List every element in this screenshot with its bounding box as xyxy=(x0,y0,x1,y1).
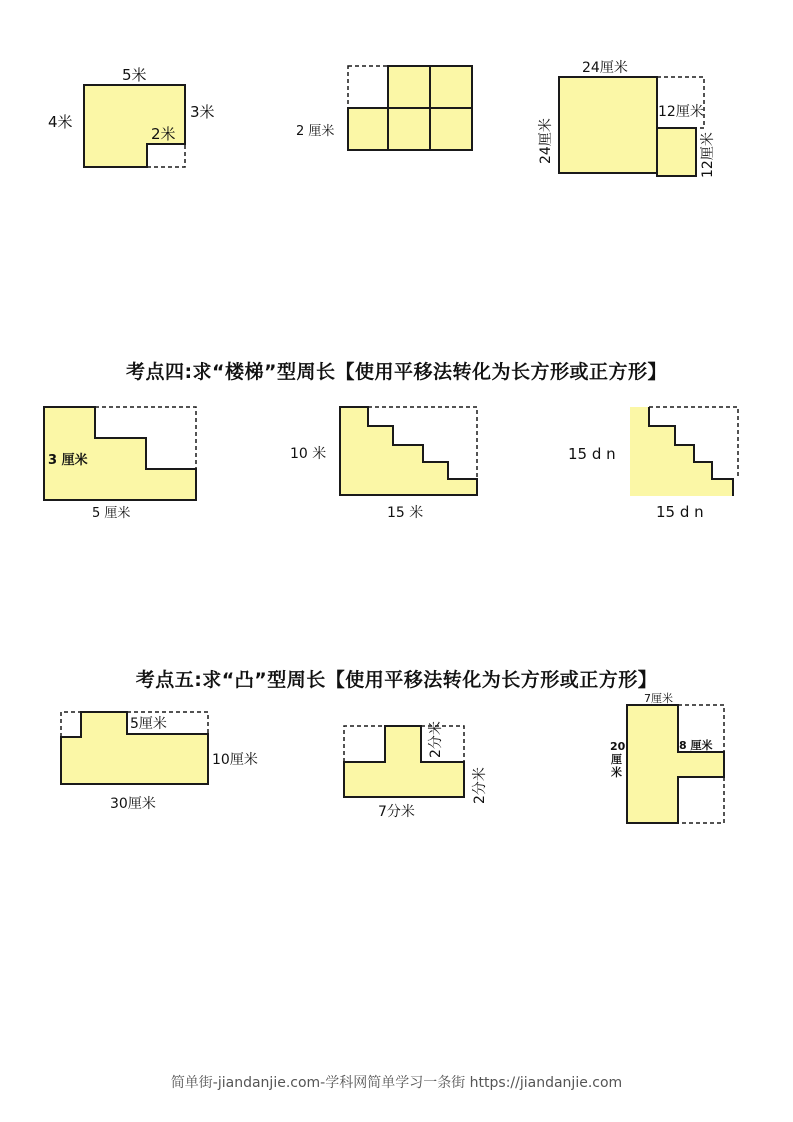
dashed-completion-line xyxy=(147,144,185,167)
label-right: 10厘米 xyxy=(212,752,258,768)
figure-staircase-3-svg xyxy=(560,400,760,525)
convex-shape xyxy=(627,705,724,823)
figure-staircase-2 xyxy=(280,400,490,525)
dashed-completion-line-left xyxy=(344,726,385,762)
figure-staircase-3 xyxy=(560,400,760,525)
label-top: 7厘米 xyxy=(644,692,673,705)
label-height: 3 厘米 xyxy=(48,453,88,468)
label-bottom: 5 厘米 xyxy=(92,506,131,521)
square xyxy=(348,108,388,150)
label-left-line2: 厘 xyxy=(611,753,622,766)
section-heading-convex: 考点五:求“凸”型周长【使用平移法转化为长方形或正方形】 xyxy=(135,669,658,691)
label-left: 15 d n xyxy=(568,445,616,463)
square xyxy=(388,108,430,150)
label-top: 24厘米 xyxy=(582,60,628,76)
figure-convex-2 xyxy=(330,700,520,830)
figure-staircase-1 xyxy=(30,400,230,525)
figure-grid-squares-svg xyxy=(290,60,490,190)
staircase-shape xyxy=(630,407,733,496)
figure-square-step-svg xyxy=(530,50,750,190)
dashed-completion-line xyxy=(657,77,704,128)
label-bottom: 30厘米 xyxy=(110,796,156,812)
figure-grid-squares xyxy=(290,60,490,190)
section-heading-staircase: 考点四:求“楼梯”型周长【使用平移法转化为长方形或正方形】 xyxy=(125,361,668,383)
label-left: 10 米 xyxy=(290,446,327,462)
figure-convex-3 xyxy=(600,692,750,830)
square xyxy=(430,66,472,108)
figure-corner-notch-svg xyxy=(40,60,240,190)
figure-staircase-1-svg xyxy=(30,400,230,525)
figure-convex-3-svg xyxy=(600,692,750,830)
figure-convex-1 xyxy=(50,700,280,820)
label-bottom: 7分米 xyxy=(378,804,415,820)
dashed-completion-line-bottom xyxy=(678,777,724,823)
convex-shape xyxy=(344,726,464,797)
figure-convex-2-svg xyxy=(330,700,520,830)
label-right: 2分米 xyxy=(472,767,488,804)
label-left: 4米 xyxy=(48,113,73,131)
label-bottom: 15 d n xyxy=(656,503,704,521)
label-left: 2 厘米 xyxy=(296,124,335,139)
figure-corner-notch xyxy=(40,60,240,190)
figure-convex-1-svg xyxy=(50,700,280,820)
label-bottom: 15 米 xyxy=(387,505,424,521)
label-right: 3米 xyxy=(190,103,215,121)
staircase-shape xyxy=(340,407,477,495)
dashed-completion-line-left xyxy=(61,712,81,737)
label-notch: 2米 xyxy=(151,125,176,143)
square-top-dashed xyxy=(348,66,388,108)
square xyxy=(388,66,430,108)
label-top-right: 2分米 xyxy=(428,721,444,758)
label-left-line1: 20 xyxy=(610,740,626,753)
label-mid: 12厘米 xyxy=(658,104,704,120)
label-notch: 5厘米 xyxy=(130,716,167,732)
label-arm: 8 厘米 xyxy=(679,739,713,752)
label-right: 12厘米 xyxy=(700,132,716,178)
square xyxy=(430,108,472,150)
label-top: 5米 xyxy=(122,66,147,84)
label-left: 24厘米 xyxy=(538,118,554,164)
figure-staircase-2-svg xyxy=(280,400,490,525)
square-with-step-shape xyxy=(559,77,696,176)
label-left-line3: 米 xyxy=(611,766,622,779)
figure-square-step xyxy=(530,50,750,190)
footer-source: 简单街-jiandanjie.com-学科网简单学习一条街 https://jiandanjie.com xyxy=(170,1075,623,1091)
